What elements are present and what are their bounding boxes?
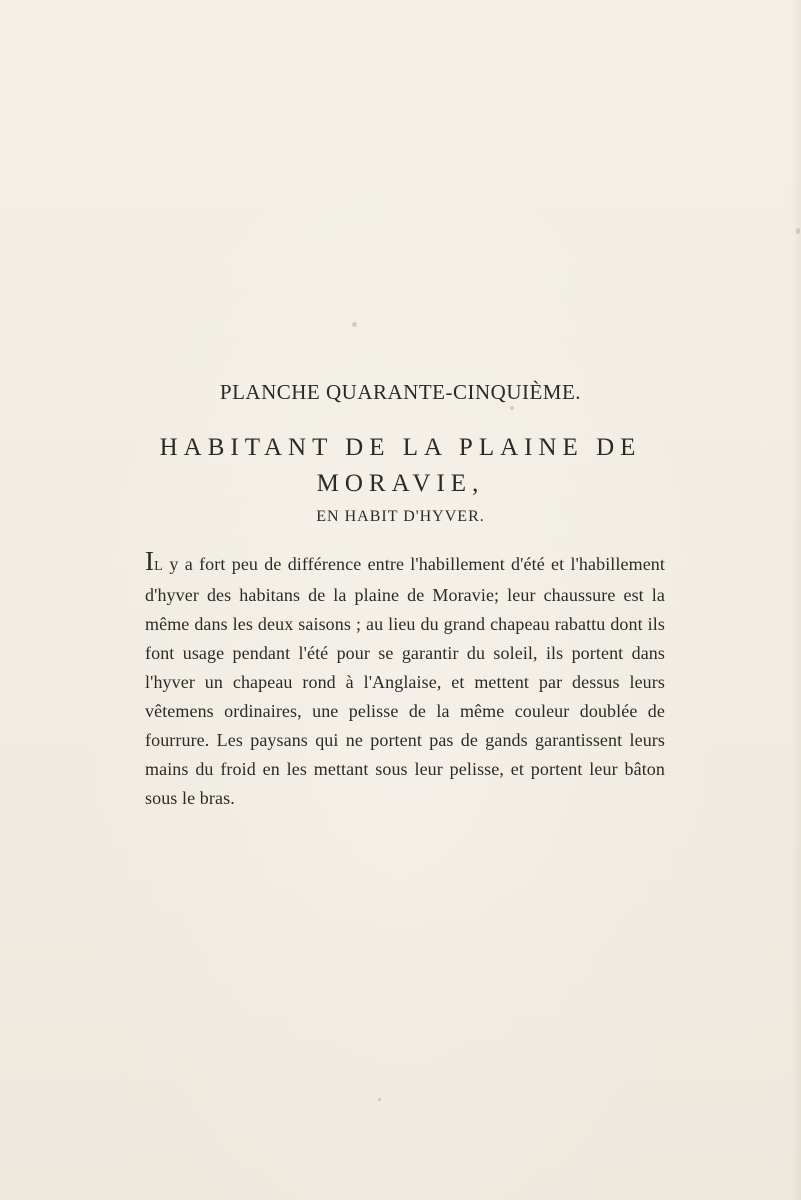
main-title-line-1: HABITANT DE LA PLAINE DE: [159, 434, 642, 461]
main-title-line-2: MORAVIE,: [316, 470, 485, 497]
body-paragraph: [145, 546, 665, 813]
drop-cap: I: [145, 546, 155, 576]
paper-speck: [796, 228, 800, 234]
plate-title: PLANCHE QUARANTE-CINQUIÈME.: [219, 380, 582, 404]
paper-speck: [510, 406, 514, 410]
small-caps: L: [154, 559, 164, 574]
main-title: [0, 430, 801, 502]
paragraph-text: y a fort peu de différence entre l'habillement d'été et l'habillement d'hyver des habitans de la plaine de Moravie; leur chaussure est la même dans les deux saisons ; au lieu du grand chapeau rabattu dont ils font usage pendant l'été pour se garantir du soleil, ils portent dans l'hyver un chapeau rond à l'Anglaise, et mettent par dessus leurs vêtemens ordinaires, une pelisse de la même couleur doublée de fourrure. Les paysans qui ne portent pas de gands garantissent leurs mains du froid en les mettant sous leur pelisse, et portent leur bâton sous le bras.: [145, 554, 665, 808]
paper-speck: [352, 322, 357, 327]
subtitle: EN HABIT D'HYVER.: [316, 508, 485, 525]
paper-speck: [378, 1098, 381, 1101]
